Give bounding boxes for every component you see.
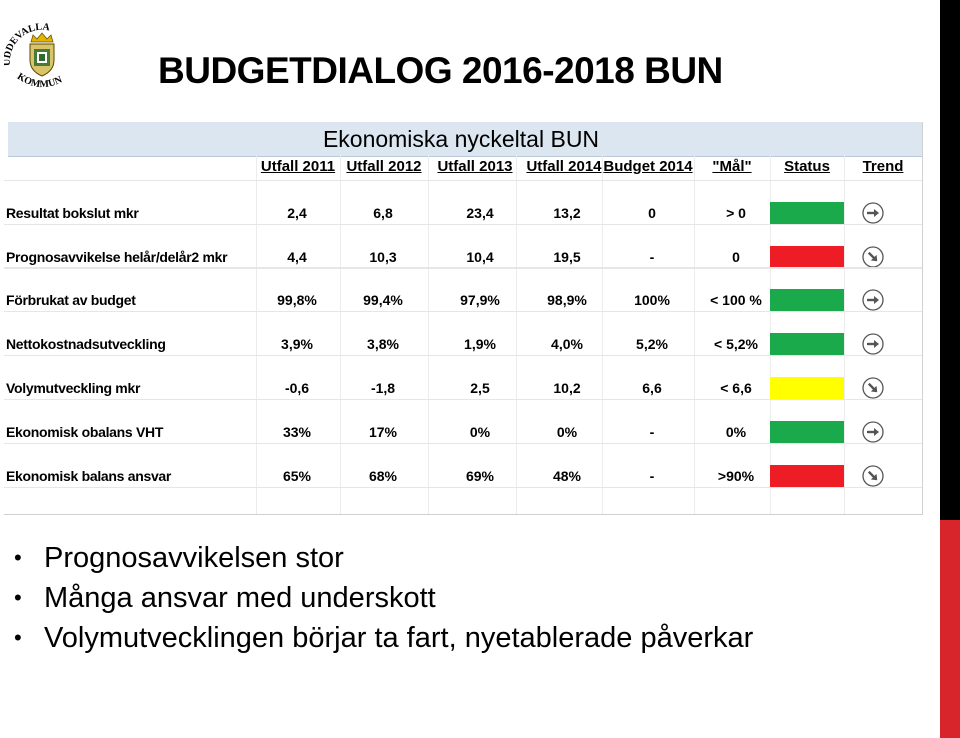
table-row (4, 377, 922, 399)
table-cell: 6,8 (373, 205, 393, 221)
row-label: Förbrukat av budget (6, 292, 136, 308)
table-cell: 0 (648, 205, 656, 221)
table-cell: 98,9% (547, 292, 587, 308)
table-cell: 99,8% (277, 292, 317, 308)
trend-arrow-right-icon (862, 333, 884, 355)
table-title (8, 122, 922, 157)
table-cell: 10,3 (369, 249, 397, 265)
table-cell: 48% (552, 468, 582, 484)
uddevalla-logo (4, 16, 80, 92)
row-label: Ekonomisk obalans VHT (6, 424, 164, 440)
row-divider (4, 311, 922, 312)
table-cell: 13,2 (553, 205, 581, 221)
kpi-table (4, 122, 923, 515)
table-cell: 99,4% (363, 292, 403, 308)
col-header-utfall-2014: Utfall 2014 (526, 158, 602, 175)
table-cell: 68% (368, 468, 398, 484)
table-cell: 19,5 (553, 249, 581, 265)
table-row (4, 333, 922, 355)
col-header-trend: Trend (862, 158, 904, 175)
col-header-utfall-2011: Utfall 2011 (260, 158, 336, 175)
trend-arrow-down-right-icon (862, 377, 884, 399)
row-divider (4, 443, 922, 444)
table-cell: 5,2% (636, 336, 668, 352)
col-header-mal: "Mål" (712, 158, 752, 175)
table-cell: 65% (282, 468, 312, 484)
col-header-utfall-2013: Utfall 2013 (437, 158, 513, 175)
trend-arrow-right-icon (862, 202, 884, 224)
table-cell: 4,4 (287, 249, 307, 265)
row-label: Prognosavvikelse helår/delår2 mkr (6, 249, 228, 265)
table-cell: 3,8% (367, 336, 399, 352)
row-divider (4, 399, 922, 400)
table-cell: - (649, 424, 655, 440)
status-indicator (770, 246, 844, 268)
row-label: Volymutveckling mkr (6, 380, 141, 396)
status-indicator (770, 202, 844, 224)
col-header-utfall-2012: Utfall 2012 (346, 158, 422, 175)
table-cell: 17% (368, 424, 398, 440)
table-cell: 2,5 (470, 380, 490, 396)
table-cell: < 6,6 (720, 380, 752, 396)
trend-arrow-down-right-icon (862, 465, 884, 487)
table-row (4, 246, 922, 268)
trend-arrow-down-right-icon (862, 246, 884, 268)
table-cell: 1,9% (464, 336, 496, 352)
table-row (4, 421, 922, 443)
table-cell: > 0 (726, 205, 746, 221)
table-cell: 0% (556, 424, 578, 440)
table-row (4, 202, 922, 224)
col-header-budget-2014: Budget 2014 (603, 158, 693, 175)
table-cell: 0% (725, 424, 747, 440)
page-title: BUDGETDIALOG 2016-2018 BUN (158, 50, 723, 91)
table-row (4, 289, 922, 311)
table-cell: 23,4 (466, 205, 494, 221)
row-divider (4, 355, 922, 356)
status-indicator (770, 465, 844, 487)
status-indicator (770, 377, 844, 399)
status-indicator (770, 421, 844, 443)
row-label: Resultat bokslut mkr (6, 205, 139, 221)
table-cell: -0,6 (284, 380, 310, 396)
table-cell: -1,8 (370, 380, 396, 396)
row-divider (4, 268, 922, 269)
status-indicator (770, 333, 844, 355)
trend-arrow-right-icon (862, 289, 884, 311)
table-cell: < 5,2% (714, 336, 758, 352)
side-bar-red (940, 520, 960, 738)
table-cell: 33% (282, 424, 312, 440)
row-label: Nettokostnadsutveckling (6, 336, 166, 352)
row-divider (4, 487, 922, 488)
row-divider (4, 267, 922, 268)
trend-arrow-right-icon (862, 421, 884, 443)
col-header-status: Status (784, 158, 830, 175)
table-cell: 3,9% (281, 336, 313, 352)
svg-text:UDDEVALLA: DEVALLA (4, 21, 51, 53)
table-cell: < 100 % (710, 292, 762, 308)
side-bar-black (940, 0, 960, 520)
table-cell: 6,6 (642, 380, 662, 396)
table-cell: - (649, 468, 655, 484)
row-divider (4, 224, 922, 225)
row-label: Ekonomisk balans ansvar (6, 468, 172, 484)
table-cell: 10,2 (553, 380, 581, 396)
table-cell: 69% (465, 468, 495, 484)
svg-text:KOMMUN: KOMMUN (15, 71, 64, 91)
table-cell: 4,0% (551, 336, 583, 352)
table-cell: 0 (732, 249, 740, 265)
table-row (4, 465, 922, 487)
table-cell: - (649, 249, 655, 265)
table-cell: 0% (469, 424, 491, 440)
row-divider (4, 180, 922, 181)
table-title-text: Ekonomiska nyckeltal BUN (322, 126, 600, 152)
status-indicator (770, 289, 844, 311)
table-cell: 100% (634, 292, 670, 308)
table-cell: 2,4 (287, 205, 307, 221)
table-cell: 10,4 (466, 249, 494, 265)
table-cell: >90% (717, 468, 755, 484)
table-cell: 97,9% (460, 292, 500, 308)
